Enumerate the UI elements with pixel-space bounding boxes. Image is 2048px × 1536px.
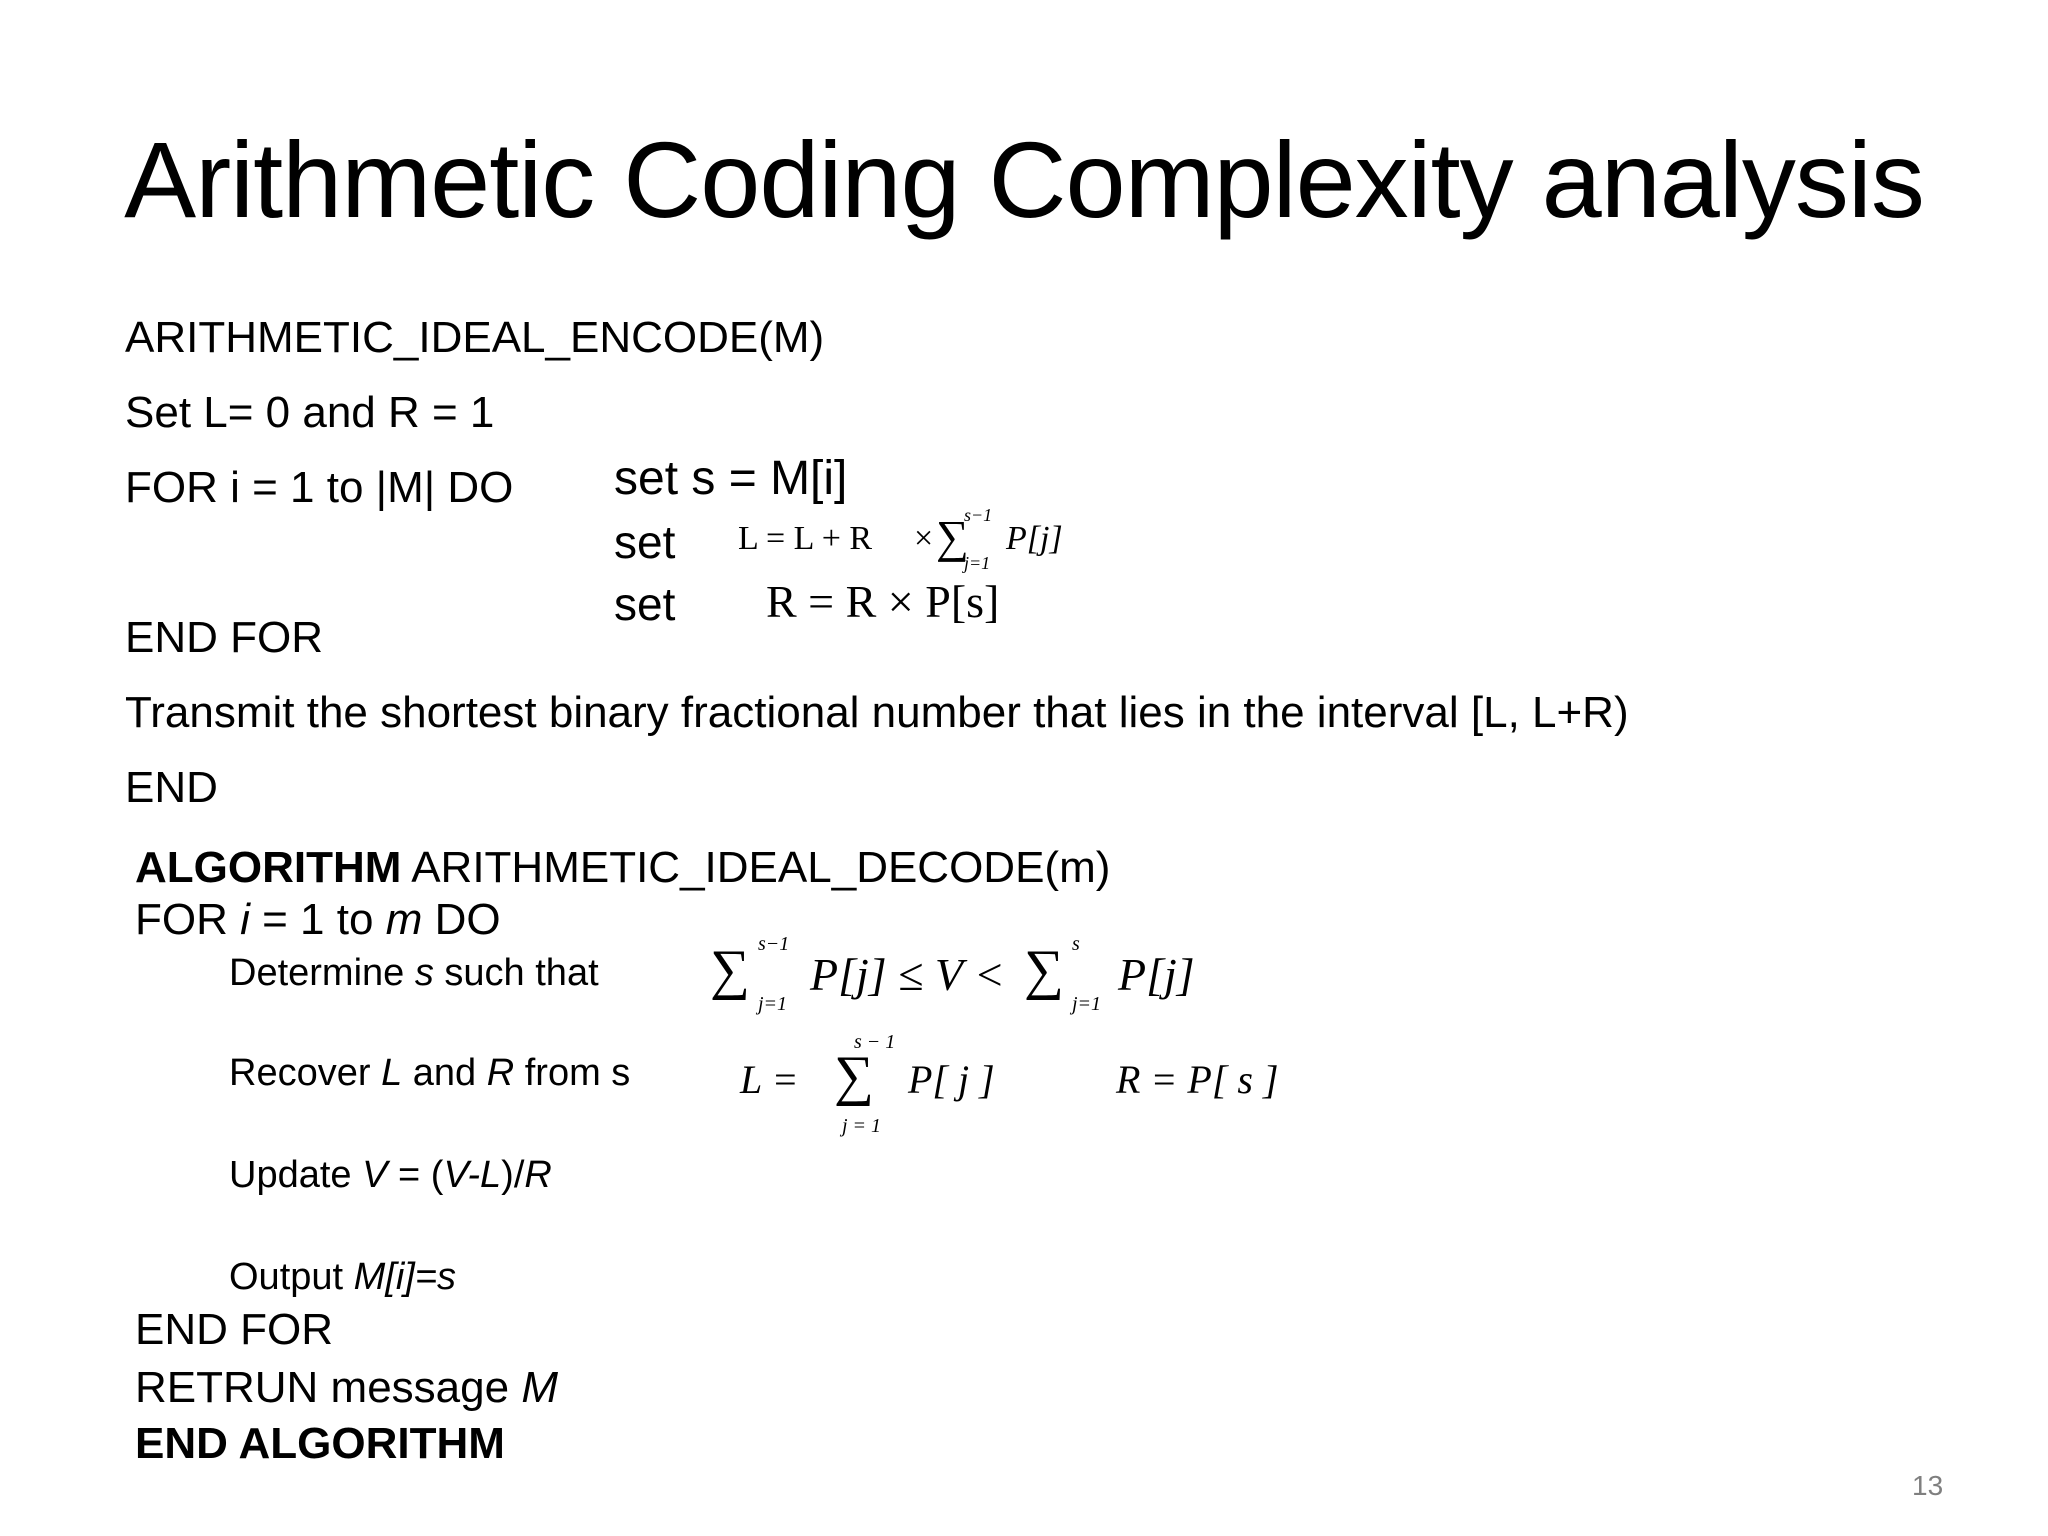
decode-determine-term1: P[j] ≤ V < <box>810 949 1005 1000</box>
encode-for-line: FOR i = 1 to |M| DO <box>125 463 514 512</box>
decode-update-prefix: Update <box>229 1154 352 1196</box>
decode-return-prefix: RETRUN message <box>135 1363 510 1412</box>
decode-recover-R: R <box>486 1052 515 1094</box>
decode-recover-sum: ∑ <box>834 1045 874 1107</box>
encode-formula-L-lhs: L = L + R <box>738 520 873 557</box>
decode-determine-prefix: Determine <box>229 952 405 994</box>
decode-determine-formula <box>710 933 1230 1022</box>
decode-determine-sum2: ∑ <box>1024 939 1064 1001</box>
encode-step-set-L-label: set <box>614 516 676 568</box>
decode-update-var: V <box>362 1154 388 1196</box>
decode-endfor-line: END FOR <box>135 1305 333 1354</box>
encode-step-set-R-label: set <box>614 578 676 630</box>
decode-determine-lower1: j=1 <box>758 993 788 1015</box>
decode-for-var: i <box>240 895 250 944</box>
encode-formula-sum-lower: j=1 <box>964 553 991 573</box>
decode-determine-suffix: such that <box>444 952 599 994</box>
decode-recover-L: L <box>381 1052 403 1094</box>
decode-determine-lower2: j=1 <box>1072 993 1102 1015</box>
decode-for-keyword: FOR <box>135 895 228 944</box>
decode-recover-line <box>229 1054 630 1092</box>
decode-for-m: m <box>385 895 423 944</box>
decode-recover-term: P[ j ] <box>908 1057 995 1102</box>
encode-formula-sum-sign: ∑ <box>936 511 969 562</box>
encode-step-set-s: set s = M[i] <box>614 452 848 505</box>
decode-return-var: M <box>521 1363 558 1412</box>
decode-determine-upper1: s−1 <box>758 933 790 955</box>
decode-recover-prefix: Recover <box>229 1052 371 1094</box>
encode-formula-times: × <box>914 520 934 557</box>
decode-return-line <box>135 1363 558 1412</box>
encode-endfor-line: END FOR <box>125 613 323 662</box>
encode-formula-sum-upper: s−1 <box>964 505 993 525</box>
decode-recover-and: and <box>412 1052 477 1094</box>
decode-header <box>135 843 1111 892</box>
decode-determine-var: s <box>414 952 434 994</box>
decode-update-div: )/ <box>501 1154 525 1196</box>
decode-determine-upper2: s <box>1072 933 1080 955</box>
decode-output-prefix: Output <box>229 1256 344 1298</box>
encode-formula-R-update: R = R × P[s] <box>766 576 1000 627</box>
encode-algorithm-name: ARITHMETIC_IDEAL_ENCODE(M) <box>125 313 825 362</box>
decode-update-R: R <box>524 1154 552 1196</box>
decode-recover-suffix: from s <box>524 1052 631 1094</box>
encode-formula-term: P[j] <box>1006 520 1063 557</box>
decode-for-do: DO <box>434 895 501 944</box>
slide-page-number: 13 <box>1912 1470 1944 1501</box>
encode-init-line: Set L= 0 and R = 1 <box>125 388 495 437</box>
decode-recover-formula <box>740 1031 1340 1146</box>
decode-update-eq: = ( <box>398 1154 444 1196</box>
slide-title: Arithmetic Coding Complexity analysis <box>124 119 1924 240</box>
decode-determine-sum1: ∑ <box>710 939 750 1001</box>
decode-header-name: ARITHMETIC_IDEAL_DECODE(m) <box>411 843 1111 892</box>
decode-update-expr: V-L <box>443 1154 502 1196</box>
decode-for-line <box>135 895 501 944</box>
decode-output-expr: M[i]=s <box>353 1256 457 1298</box>
decode-end-algorithm: END ALGORITHM <box>135 1419 505 1468</box>
decode-determine-line <box>229 954 599 992</box>
decode-recover-upper: s − 1 <box>854 1031 896 1053</box>
decode-update-line <box>229 1156 552 1194</box>
decode-header-keyword: ALGORITHM <box>135 843 402 892</box>
encode-formula-L-update <box>738 505 1098 573</box>
decode-recover-lhs: L = <box>740 1057 799 1102</box>
decode-for-mid: = 1 to <box>262 895 374 944</box>
encode-end-line: END <box>125 763 218 812</box>
decode-recover-lower: j = 1 <box>842 1115 882 1137</box>
encode-transmit-line: Transmit the shortest binary fractional number that lies in the interval [L, L+R) <box>125 688 1629 737</box>
decode-determine-term2: P[j] <box>1118 949 1195 1000</box>
decode-recover-rhs: R = P[ s ] <box>1116 1057 1279 1102</box>
decode-output-line <box>229 1258 456 1296</box>
